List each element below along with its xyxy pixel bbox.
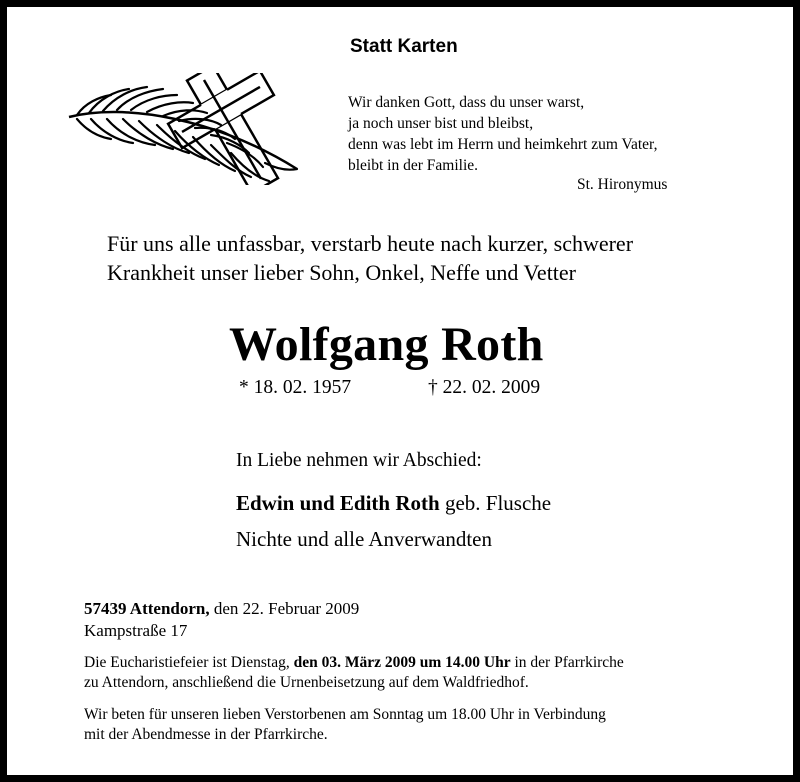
prayer-info xyxy=(84,705,606,745)
verse-line: denn was lebt im Herrn und heimkehrt zum Vater, xyxy=(348,136,658,153)
cross-with-palm-branch-icon xyxy=(65,73,303,185)
prayer-line: mit der Abendmesse in der Pfarrkirche. xyxy=(84,726,328,743)
farewell-text: In Liebe nehmen wir Abschied: xyxy=(236,450,482,471)
deceased-name: Wolfgang Roth xyxy=(229,318,544,371)
family-names: Edwin und Edith Roth xyxy=(236,491,440,515)
intro-line: Für uns alle unfassbar, verstarb heute nach kurzer, schwerer xyxy=(107,231,634,256)
verse-block xyxy=(348,92,657,176)
service-text: in der Pfarrkirche xyxy=(510,654,624,671)
family-line xyxy=(236,491,551,516)
place: 57439 Attendorn, xyxy=(84,599,210,618)
address-block xyxy=(84,598,359,642)
service-text: Die Eucharistiefeier ist Dienstag, xyxy=(84,654,294,671)
birth-date: * 18. 02. 1957 xyxy=(239,377,352,398)
service-info xyxy=(84,653,624,693)
relatives-line: Nichte und alle Anverwandten xyxy=(236,527,492,551)
verse-line: Wir danken Gott, dass du unser warst, xyxy=(348,94,585,111)
death-date: † 22. 02. 2009 xyxy=(428,377,541,398)
verse-line: bleibt in der Familie. xyxy=(348,157,479,174)
date: den 22. Februar 2009 xyxy=(209,599,360,618)
intro-line: Krankheit unser lieber Sohn, Onkel, Neffe und Vetter xyxy=(107,260,577,285)
prayer-line: Wir beten für unseren lieben Verstorbenen am Sonntag um 18.00 Uhr in Verbindung xyxy=(84,706,606,723)
verse-author: St. Hironymus xyxy=(577,176,668,193)
service-line xyxy=(84,653,624,673)
family-maiden-name: geb. Flusche xyxy=(439,491,552,515)
place-date-line xyxy=(84,598,359,620)
notice-heading: Statt Karten xyxy=(350,36,458,57)
service-line: zu Attendorn, anschließend die Urnenbeisetzung auf dem Waldfriedhof. xyxy=(84,674,529,691)
intro-text xyxy=(107,229,633,287)
verse-line: ja noch unser bist und bleibst, xyxy=(348,115,534,132)
service-datetime: den 03. März 2009 um 14.00 Uhr xyxy=(293,654,511,671)
street: Kampstraße 17 xyxy=(84,621,188,640)
